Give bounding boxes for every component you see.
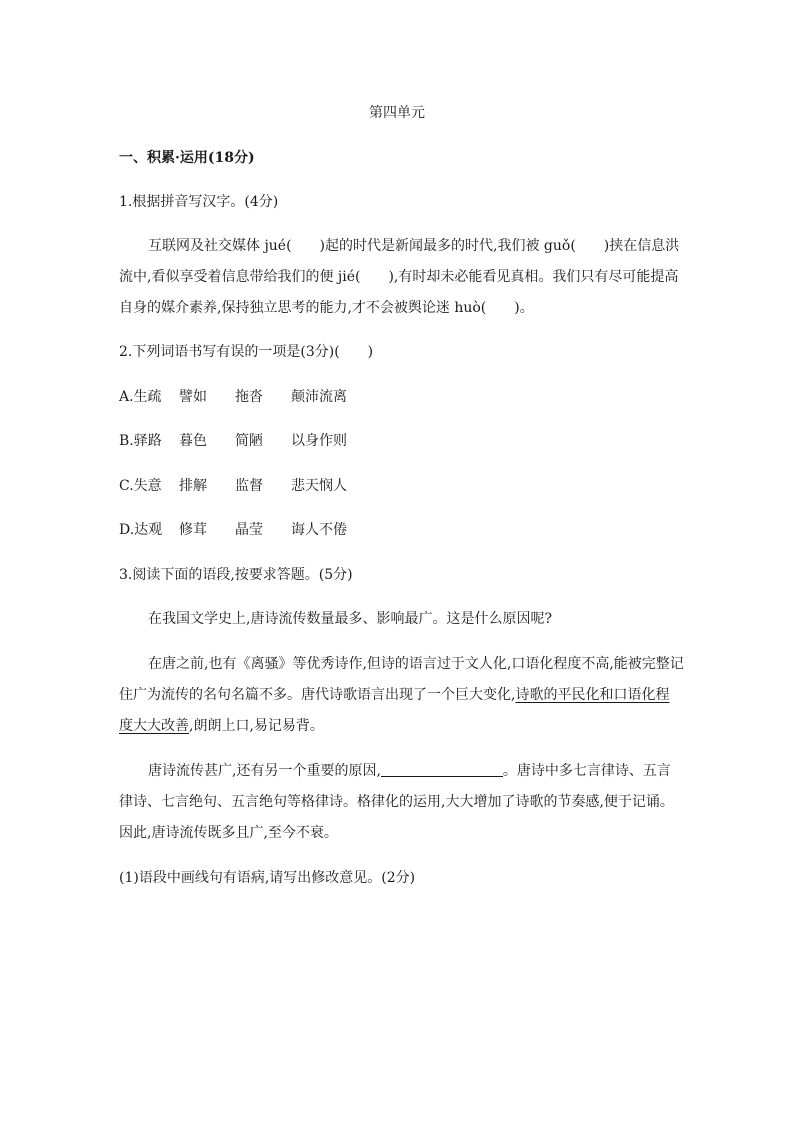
section-heading: 一、积累·运用(18分) [119,150,255,166]
question-1-text-line-1: 互联网及社交媒体 jué( )起的时代是新闻最多的时代,我们被 guǒ( )挟在信息洪 [148,238,680,254]
option-d [119,520,381,540]
option-word: 修茸 [179,522,207,538]
option-word: 暮色 [179,433,207,449]
question-2-stem: 2.下列词语书写有误的一项是(3分)( ) [119,344,374,360]
question-1-stem: 1.根据拼音写汉字。(4分) [119,194,279,210]
passage-paragraph-2-line-3 [119,716,324,736]
option-word: 晶莹 [235,522,263,538]
option-word: 以身作则 [291,433,347,449]
option-word: 简陋 [235,433,263,449]
passage-paragraph-3-line-1 [148,761,671,781]
plain-text: 。唐诗中多七言律诗、五言 [502,763,671,779]
underlined-sentence: 度大大改善 [119,718,189,734]
question-1-text-line-3: 自身的媒介素养,保持独立思考的能力,才不会被舆论迷 huò( )。 [119,300,534,316]
passage-paragraph-2-line-1: 在唐之前,也有《离骚》等优秀诗作,但诗的语言过于文人化,口语化程度不高,能被完整记 [148,656,684,672]
underlined-sentence: 诗歌的平民化和口语化程 [515,687,670,703]
option-label: C.失意 [119,478,162,494]
passage-paragraph-3-line-2: 律诗、七言绝句、五言绝句等格律诗。格律化的运用,大大增加了诗歌的节奏感,便于记诵。 [119,794,674,810]
option-b [119,431,381,451]
question-1-text-line-2: 流中,看似享受着信息带给我们的便 jié( ),有时却未必能看见真相。我们只有尽可能提高 [119,269,679,285]
passage-paragraph-1: 在我国文学史上,唐诗流传数量最多、影响最广。这是什么原因呢? [148,611,552,627]
plain-text: 住广为流传的名句名篇不多。唐代诗歌语言出现了一个巨大变化, [119,687,516,703]
unit-title: 第四单元 [369,105,425,121]
option-word: 譬如 [179,389,207,405]
option-word: 排解 [179,478,207,494]
answer-blank[interactable] [381,762,503,777]
option-c [119,476,381,496]
sub-question-1: (1)语段中画线句有语病,请写出修改意见。(2分) [119,870,416,886]
option-word: 监督 [235,478,263,494]
option-label: A.生疏 [119,389,162,405]
passage-paragraph-2-line-2 [119,685,669,705]
option-label: B.驿路 [119,433,162,449]
question-3-stem: 3.阅读下面的语段,按要求答题。(5分) [119,567,353,583]
option-label: D.达观 [119,522,163,538]
option-word: 悲天悯人 [291,478,347,494]
plain-text: ,朗朗上口,易记易背。 [189,718,324,734]
plain-text: 唐诗流传甚广,还有另一个重要的原因, [148,763,381,779]
option-word: 颠沛流离 [291,389,347,405]
option-word: 诲人不倦 [291,522,347,538]
option-word: 拖沓 [235,389,263,405]
option-a [119,387,381,407]
passage-paragraph-3-line-3: 因此,唐诗流传既多且广,至今不衰。 [119,825,338,841]
